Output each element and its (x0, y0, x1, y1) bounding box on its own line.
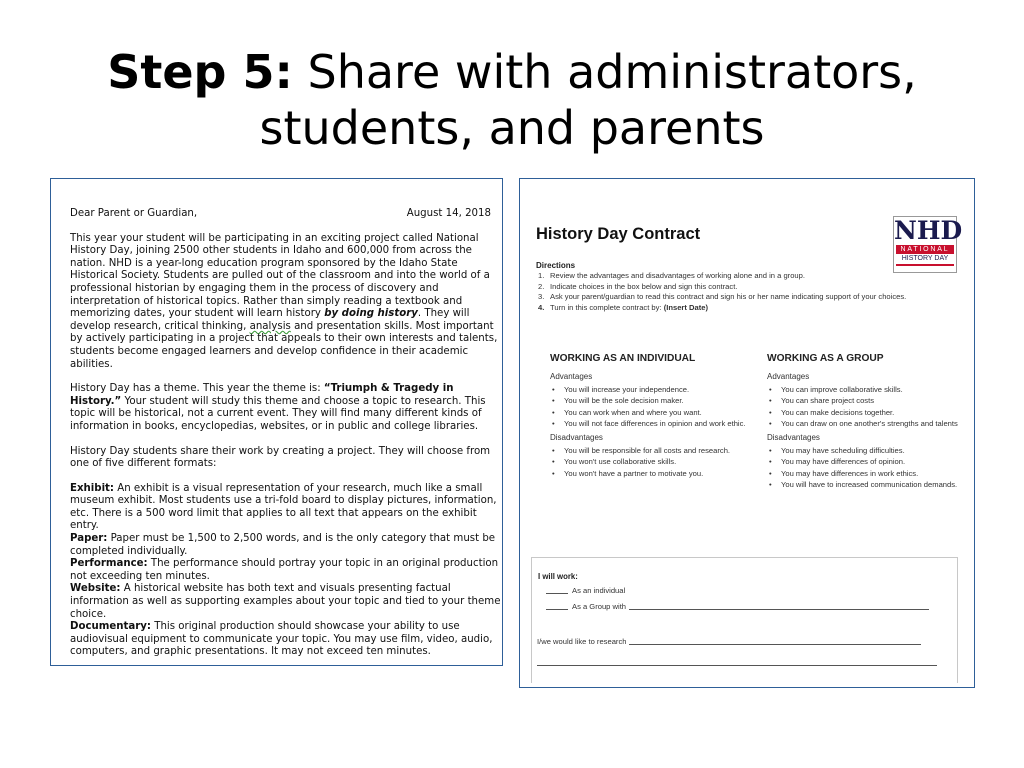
list-item: • You will be the sole decision maker. (550, 395, 750, 407)
letter-theme: History.” (70, 395, 122, 407)
letter-line: interpretation of historical topics. Rather than simply reading a textbook and (70, 295, 463, 307)
letter-paragraph-1 (70, 233, 503, 372)
step-number: 3. (538, 292, 545, 302)
letter-line: information as well as supporting examples about your topic and tied to your theme (70, 596, 501, 608)
disadvantages-label: Disadvantages (550, 432, 603, 442)
group-disadvantages (767, 445, 967, 491)
letter-line: museum exhibit. Most students use a tri-fold board to display pictures, information, (70, 495, 497, 507)
title-text-1: Share with administrators, (292, 45, 917, 99)
research-row (537, 637, 921, 646)
research-label: I/we would like to research (537, 637, 627, 646)
letter-text: History Day has a theme. This year the theme is: (70, 383, 324, 395)
format-label-website: Website: (70, 583, 121, 595)
letter-line: History Day, joining 2500 other students in Idaho and 600,000 from across the (70, 245, 472, 257)
format-label-performance: Performance: (70, 558, 148, 570)
contract-image (519, 178, 975, 688)
letter-text: and presentation skills. Most important (290, 320, 494, 332)
step-text (550, 303, 938, 314)
step-text: Ask your parent/guardian to read this contract and sign his or her name indicating support of your choices. (550, 292, 907, 302)
list-item: • You will have to increased communication demands. (767, 479, 967, 491)
individual-choice-blank (546, 593, 568, 594)
group-choice-blank (546, 609, 568, 610)
step-4-text: Turn in this complete contract by: (550, 302, 662, 312)
direction-step (538, 271, 938, 282)
nhd-logo-text: NHD (894, 216, 963, 245)
individual-advantages (550, 384, 750, 430)
contract-title: History Day Contract (536, 225, 701, 243)
letter-line: audiovisual equipment to communicate your topic. You may use film, video, audio, (70, 633, 493, 645)
list-item: • You can improve collaborative skills. (767, 384, 967, 396)
format-label-exhibit: Exhibit: (70, 482, 115, 494)
letter-text: A historical website has both text and visuals presenting factual (120, 583, 451, 595)
letter-text: memorizing dates, your student will learn history (70, 308, 321, 320)
list-item: • You won't have a partner to motivate you. (550, 468, 750, 480)
i-will-work-label: I will work: (538, 572, 578, 581)
letter-line: by actively participating in a project that appeals to their own interests and talents, (70, 333, 498, 345)
letter-line: one of five different formats: (70, 458, 217, 470)
individual-disadvantages (550, 445, 750, 480)
format-label-documentary: Documentary: (70, 621, 152, 633)
research-blank-line (537, 665, 937, 666)
list-item: • You will not face differences in opinion and work ethic. (550, 418, 750, 430)
list-item: • You may have differences of opinion. (767, 456, 967, 468)
group-choice-label: As a Group with (572, 602, 627, 611)
individual-title: WORKING AS AN INDIVIDUAL (550, 353, 696, 364)
letter-text: develop research, critical thinking, (70, 320, 250, 332)
individual-choice-row (546, 586, 625, 595)
letter-text: Paper must be 1,500 to 2,500 words, and is the only category that must be (107, 533, 496, 545)
group-members-blank (629, 609, 929, 610)
letter-line: Historical Society. Students are pulled out of the classroom and into the world of a (70, 270, 490, 282)
list-item: • You can share project costs (767, 395, 967, 407)
group-column (767, 353, 967, 493)
directions-label: Directions (536, 261, 576, 270)
group-choice-row (546, 602, 929, 611)
format-label-paper: Paper: (70, 533, 108, 545)
letter-salutation: Dear Parent or Guardian, (70, 208, 198, 219)
step-text: Indicate choices in the box below and sign this contract. (550, 281, 738, 291)
letter-line (70, 621, 503, 634)
letter-line: completed individually. (70, 545, 188, 557)
step-4-date: (Insert Date) (663, 302, 709, 312)
title-step-label: Step 5: (107, 45, 293, 99)
letter-text: Your student will study this theme and choose a topic to research. This (121, 395, 486, 407)
advantages-label: Advantages (550, 372, 593, 381)
step-text: Review the advantages and disadvantages of working alone and in a group. (550, 271, 805, 280)
letter-line: This year your student will be participating in an exciting project called National (70, 232, 479, 244)
letter-line: information in books, encyclopedias, websites, or in public and college libraries. (70, 420, 479, 432)
list-item: • You will increase your independence. (550, 384, 750, 396)
letter-line: nation. NHD is a year-long education program sponsored by the Idaho State (70, 257, 458, 269)
direction-step (538, 292, 938, 303)
letter-line (70, 483, 503, 496)
letter-line: abilities. (70, 358, 113, 370)
disadvantages-label: Disadvantages (767, 432, 820, 442)
letter-line (70, 396, 503, 409)
nhd-logo-history-day: HISTORY DAY (896, 254, 954, 266)
nhd-logo-national: NATIONAL (896, 245, 954, 254)
research-blank (629, 644, 921, 645)
letter-line: students become engaged learners and develop confidence in their academic (70, 345, 469, 357)
letter-paragraph-3 (70, 446, 503, 471)
individual-column (550, 353, 750, 481)
direction-step (538, 282, 938, 293)
list-item: • You may have differences in work ethics. (767, 468, 967, 480)
directions-list (538, 271, 938, 313)
step-number: 2. (538, 281, 545, 291)
letter-line (70, 533, 503, 546)
letter-line: etc. There is a 500 word limit that applies to all text that appears on the exhibit (70, 507, 477, 519)
list-item: • You can work when and where you want. (550, 407, 750, 419)
step-number: 4. (538, 302, 545, 312)
letter-line (70, 583, 503, 596)
letter-line: professional historian by engaging them in the process of discovery and (70, 282, 439, 294)
letter-line (70, 383, 503, 396)
letter-line: entry. (70, 520, 99, 532)
slide-title (0, 44, 1024, 156)
title-line-2: students, and parents (259, 101, 765, 155)
letter-formats (70, 483, 503, 659)
letter-text: An exhibit is a visual representation of your research, much like a small (114, 482, 483, 494)
letter-line (70, 558, 503, 571)
letter-text: This original production should showcase your ability to use (151, 621, 460, 633)
group-title: WORKING AS A GROUP (767, 353, 884, 364)
list-item: • You can draw on one another's strengths and talents (767, 418, 967, 430)
letter-line: History Day students share their work by creating a project. They will choose from (70, 445, 491, 457)
title-line-1 (0, 44, 1024, 100)
list-item: • You can make decisions together. (767, 407, 967, 419)
parent-letter-image (50, 178, 503, 666)
letter-header (70, 208, 491, 221)
group-advantages (767, 384, 967, 430)
letter-theme: “Triumph & Tragedy in (323, 383, 454, 395)
letter-line (70, 308, 503, 321)
list-item: • You won't use collaborative skills. (550, 456, 750, 468)
letter-paragraph-2 (70, 383, 503, 433)
letter-line: not exceeding ten minutes. (70, 570, 210, 582)
letter-text: . They will (417, 308, 470, 320)
individual-choice-label: As an individual (572, 586, 626, 595)
list-item: • You may have scheduling difficulties. (767, 445, 967, 457)
letter-emphasis: by doing history (324, 308, 418, 320)
spellcheck-underline-word: analysis (249, 320, 291, 332)
parent-letter-text (70, 208, 503, 659)
step-number: 1. (538, 271, 545, 280)
list-item: • You will be responsible for all costs and research. (550, 445, 750, 457)
nhd-logo (893, 216, 963, 273)
letter-line: topic will be historical, not a current event. They will find many different kinds of (70, 408, 482, 420)
letter-line: computers, and graphic presentations. It may not exceed ten minutes. (70, 646, 431, 658)
letter-line (70, 321, 503, 334)
direction-step (538, 303, 938, 314)
work-choice-panel (531, 557, 958, 683)
advantages-label: Advantages (767, 372, 810, 381)
letter-text: The performance should portray your topic in an original production (147, 558, 499, 570)
letter-date: August 14, 2018 (406, 208, 491, 219)
letter-line: choice. (70, 608, 107, 620)
